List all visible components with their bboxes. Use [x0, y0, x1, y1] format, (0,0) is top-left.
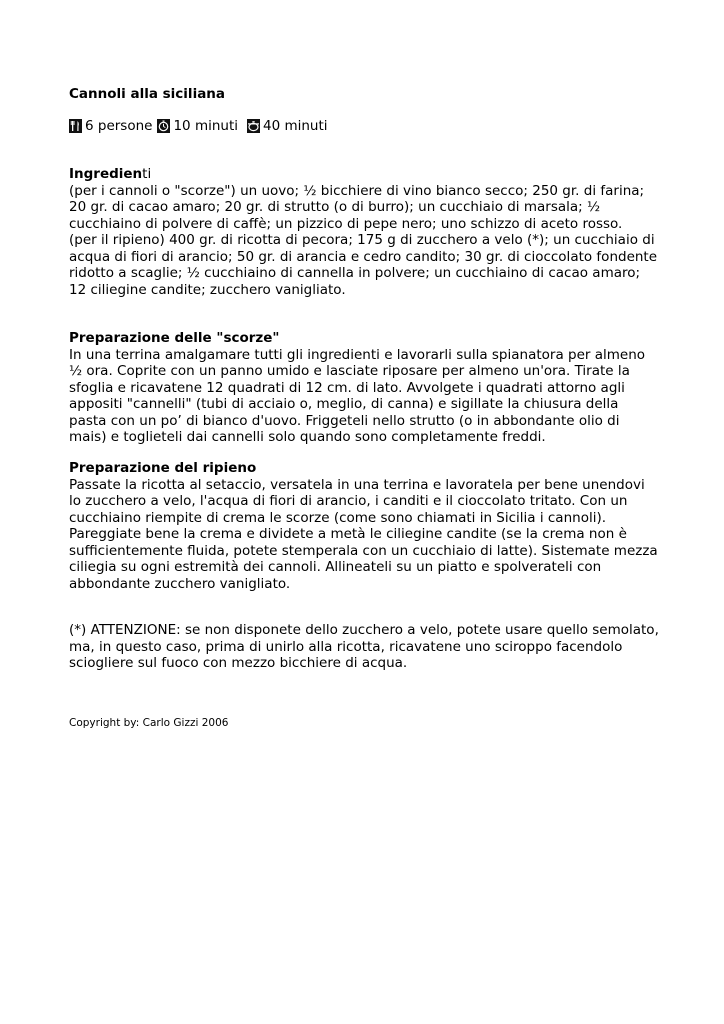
copyright: Copyright by: Carlo Gizzi 2006	[69, 717, 229, 729]
note-text: (*) ATTENZIONE: se non disponete dello zucchero a velo, potete usare quello semolato, ma, in questo caso, prima di unirlo alla ricotta, ricavatene uno sciroppo facendolo sciogliere sul fuoco con mezzo bicchiere di acqua.	[69, 622, 659, 671]
note-section	[69, 622, 659, 672]
ingredients-section	[69, 166, 659, 298]
scorze-heading: Preparazione delle "scorze"	[69, 330, 280, 346]
cooking-pot-icon	[247, 119, 260, 133]
scorze-text: In una terrina amalgamare tutti gli ingredienti e lavorarli sulla spianatora per almeno ½ ora. Coprite con un panno umido e lasciate riposare per almeno un'ora. Tirate la sfoglia e ricavatene 12 quadrati di 12 cm. di lato. Avvolgete i quadrati attorno agli appositi "cannelli" (tubi di acciaio o, meglio, di canna) e sigillate la chiusura della pasta con un po’ di bianco d'uovo. Friggeteli nello strutto (o in abbondante olio di mais) e toglieteli dai cannelli solo quando sono completamente freddi.	[69, 346, 646, 445]
scorze-section	[69, 330, 659, 446]
cutlery-icon	[69, 119, 82, 133]
prep-time: 10 minuti	[173, 118, 238, 134]
recipe-meta	[69, 118, 659, 134]
recipe-title: Cannoli alla siciliana	[69, 86, 226, 102]
ripieno-text: Passate la ricotta al setaccio, versatela in una terrina e lavoratela per bene unendovi lo zucchero a velo, l'acqua di fiori di arancio, i canditi e il cioccolato tritato. Con un cucchiaino riempite di crema le scorze (come sono chiamati in Sicilia i cannoli). Pareggiate bene la crema e dividete a metà le ciliegine candite (se la crema non è sufficientemente fluida, potete stemperala con un cucchiaio di latte). Sistemate mezza ciliegia su ogni estremità dei cannoli. Allineateli su un piatto e spolverateli con abbondante zucchero vanigliato.	[69, 476, 658, 592]
ripieno-heading: Preparazione del ripieno	[69, 460, 257, 476]
ingredients-heading: Ingredienti	[69, 166, 152, 182]
cook-time: 40 minuti	[263, 118, 328, 134]
ripieno-section	[69, 460, 659, 592]
ingredients-scorze-list: (per i cannoli o "scorze") un uovo; ½ bicchiere di vino bianco secco; 250 gr. di farina; 20 gr. di cacao amaro; 20 gr. di strutto (o di burro); un cucchiaio di marsala; ½ cucchiaino di polvere di caffè; un pizzico di pepe nero; uno schizzo di aceto rosso.	[69, 182, 645, 232]
people-count: 6 persone	[85, 118, 153, 134]
timer-icon	[157, 119, 170, 133]
ingredients-ripieno-list: (per il ripieno) 400 gr. di ricotta di pecora; 175 g di zucchero a velo (*); un cucchiaio di acqua di fiori di arancio; 50 gr. di arancia e cedro candito; 30 gr. di cioccolato fondente ridotto a scaglie; ½ cucchiaino di cannella in polvere; un cucchiaino di cacao amaro; 12 ciliegine candite; zucchero vanigliato.	[69, 232, 658, 298]
